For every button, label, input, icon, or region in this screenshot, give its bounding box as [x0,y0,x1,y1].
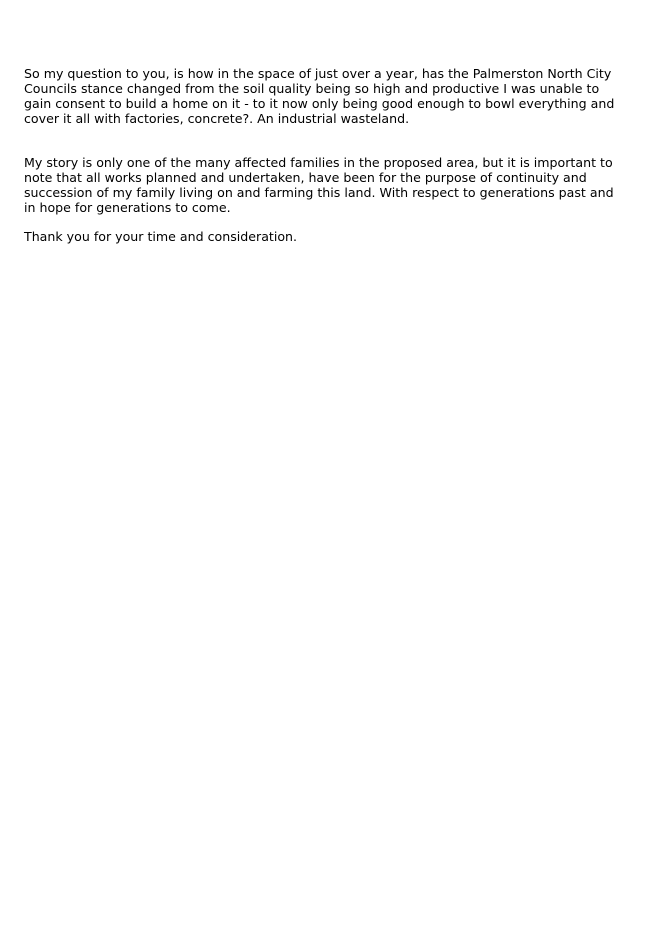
paragraph-closing-thanks: Thank you for your time and consideration. [24,229,298,244]
paragraph-family-story: My story is only one of the many affected families in the proposed area, but it is important to note that all works planned and undertaken, have been for the purpose of continuity and succession of my family living on and farming this land. With respect to generations past and in hope for generations to come. [24,155,614,215]
paragraph-soil-quality-question: So my question to you, is how in the space of just over a year, has the Palmerston North City Councils stance changed from the soil quality being so high and productive I was unable to gain consent to build a home on it - to it now only being good enough to bowl everything and cover it all with factories, concrete?. An industrial wasteland. [24,66,615,126]
paragraph-spacer [24,215,624,229]
paragraph-spacer [24,126,624,155]
document-body [24,66,624,244]
